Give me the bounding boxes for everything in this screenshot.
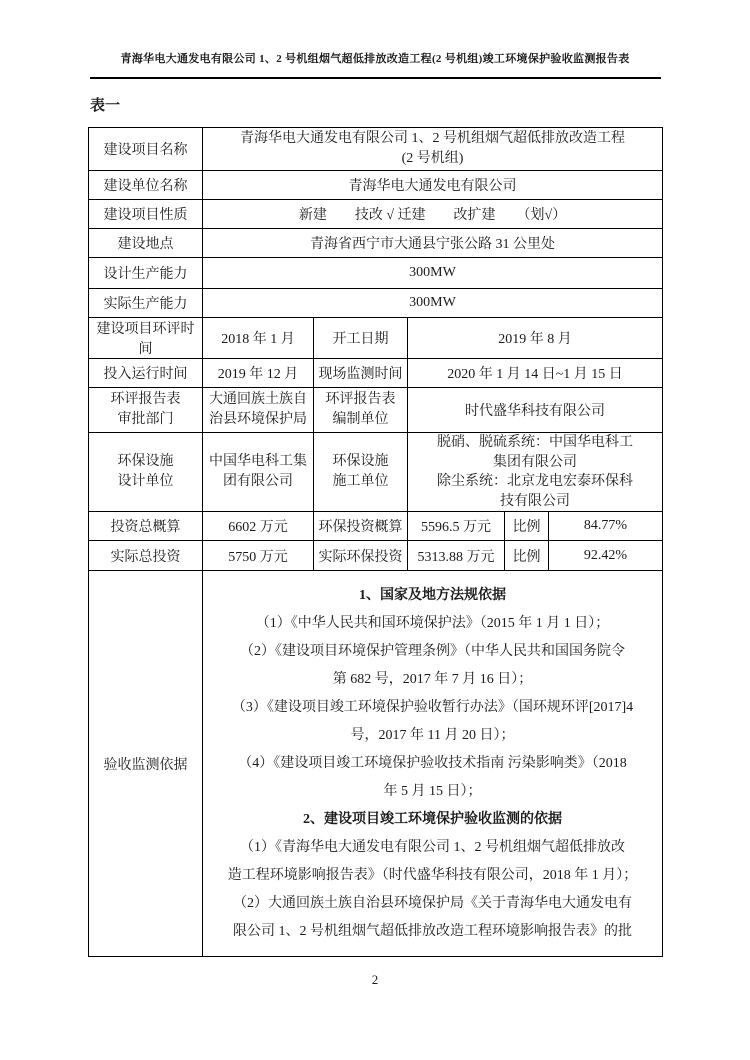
- actual-ratio-value: 92.42%: [549, 541, 663, 571]
- basis-line-6: 号，2017 年 11 月 20 日）；: [350, 727, 515, 743]
- actual-investment-label: 实际总投资: [89, 541, 203, 571]
- basis-line-8: 年 5 月 15 日）；: [383, 783, 482, 799]
- design-capacity-value: 300MW: [203, 258, 663, 289]
- ep-budget-value: 5596.5 万元: [408, 512, 505, 541]
- eia-compiler-value: 时代盛华科技有限公司: [408, 388, 663, 433]
- basis-line-11: 造工程环境影响报告表》（时代盛华科技有限公司，2018 年 1 月）；: [227, 867, 638, 883]
- actual-ratio-label: 比例: [505, 541, 549, 571]
- ep-construction-value-line1: 脱硝、脱硫系统：中国华电科工: [437, 435, 634, 450]
- basis-line-3: （2）《建设项目环境保护管理条例》（中华人民共和国国务院令: [240, 643, 626, 659]
- row-budget: [89, 512, 663, 541]
- ep-construction-value: [408, 433, 663, 512]
- row-ep-design: [89, 433, 663, 512]
- row-actual-capacity: [89, 289, 663, 318]
- eia-approval-label: [89, 388, 203, 433]
- project-name-label: 建设项目名称: [89, 128, 203, 171]
- project-name-line2: (2 号机组): [401, 151, 464, 166]
- actual-capacity-label: 实际生产能力: [89, 289, 203, 318]
- budget-ratio-value: 84.77%: [549, 512, 663, 541]
- budget-label: 投资总概算: [89, 512, 203, 541]
- eia-approval-value-line1: 大通回族土族自: [209, 392, 307, 407]
- design-capacity-label: 设计生产能力: [89, 258, 203, 289]
- table-caption: 表一: [90, 98, 121, 114]
- basis-line-4: 第 682 号，2017 年 7 月 16 日）；: [332, 671, 533, 687]
- row-builder-name: [89, 171, 663, 200]
- header-rule: [90, 77, 661, 79]
- monitoring-basis-label: 验收监测依据: [89, 571, 203, 957]
- basis-line-13: 限公司 1、2 号机组烟气超低排放改造工程环境影响报告表》的批: [233, 923, 633, 939]
- ep-design-label-line2: 设计单位: [117, 474, 174, 489]
- builder-name-value: 青海华电大通发电有限公司: [203, 171, 663, 200]
- ep-design-value-line1: 中国华电科工集: [209, 454, 307, 469]
- ep-design-label-line1: 环保设施: [117, 454, 174, 469]
- ep-construction-value-line2: 集团有限公司: [493, 454, 578, 470]
- document-header-title: 青海华电大通发电有限公司 1、2 号机组烟气超低排放改造工程(2 号机组)竣工环境保护验收监测报告表: [120, 53, 630, 65]
- ep-design-value: [203, 433, 314, 512]
- basis-line-7: （4）《建设项目竣工环境保护验收技术指南 污染影响类》（2018: [238, 755, 627, 771]
- basis-line-5: （3）《建设项目竣工环境保护验收暂行办法》（国环规环评[2017]4: [231, 699, 634, 715]
- eia-compiler-label-line2: 编制单位: [332, 412, 389, 427]
- project-nature-label: 建设项目性质: [89, 200, 203, 229]
- start-date-value: 2019 年 8 月: [408, 318, 663, 359]
- project-nature-value: 新建 技改 √ 迁建 改扩建 （划√）: [203, 200, 663, 229]
- eia-time-value: 2018 年 1 月: [203, 318, 314, 359]
- page-number: 2: [371, 972, 379, 987]
- ep-construction-label-line1: 环保设施: [332, 454, 389, 469]
- row-monitoring-basis: [89, 571, 663, 957]
- location-label: 建设地点: [89, 229, 203, 258]
- builder-name-label: 建设单位名称: [89, 171, 203, 200]
- actual-ep-investment-value: 5313.88 万元: [408, 541, 505, 571]
- basis-line-10: （1）《青海华电大通发电有限公司 1、2 号机组烟气超低排放改: [240, 839, 626, 855]
- budget-value: 6602 万元: [203, 512, 314, 541]
- ep-construction-label: [314, 433, 408, 512]
- row-actual-investment: [89, 541, 663, 571]
- monitoring-time-label: 现场监测时间: [314, 359, 408, 388]
- ep-construction-label-line2: 施工单位: [332, 474, 389, 489]
- eia-approval-value-line2: 治县环境保护局: [209, 412, 307, 427]
- row-project-nature: [89, 200, 663, 229]
- ep-budget-label: 环保投资概算: [314, 512, 408, 541]
- eia-approval-label-line2: 审批部门: [117, 412, 174, 427]
- location-value: 青海省西宁市大通县宁张公路 31 公里处: [203, 229, 663, 258]
- ep-design-label: [89, 433, 203, 512]
- actual-investment-value: 5750 万元: [203, 541, 314, 571]
- operation-time-label: 投入运行时间: [89, 359, 203, 388]
- row-eia-time: [89, 318, 663, 359]
- eia-time-label: 建设项目环评时间: [89, 318, 203, 359]
- monitoring-basis-content: [203, 571, 663, 957]
- basis-line-9: 2、建设项目竣工环境保护验收监测的依据: [303, 811, 563, 827]
- actual-ep-investment-label: 实际环保投资: [314, 541, 408, 571]
- ep-design-value-line2: 团有限公司: [223, 474, 293, 489]
- row-project-name: [89, 128, 663, 171]
- row-operation-time: [89, 359, 663, 388]
- eia-compiler-label: [314, 388, 408, 433]
- row-eia-approval: [89, 388, 663, 433]
- start-date-label: 开工日期: [314, 318, 408, 359]
- basis-line-1: 1、国家及地方法规依据: [359, 587, 507, 603]
- row-location: [89, 229, 663, 258]
- budget-ratio-label: 比例: [505, 512, 549, 541]
- report-table: [88, 127, 663, 957]
- eia-approval-value: [203, 388, 314, 433]
- actual-capacity-value: 300MW: [203, 289, 663, 318]
- ep-construction-value-line3: 除尘系统：北京龙电宏泰环保科: [437, 474, 634, 489]
- ep-construction-value-line4: 技有限公司: [500, 493, 571, 509]
- row-design-capacity: [89, 258, 663, 289]
- basis-line-12: （2）大通回族土族自治县环境保护局《关于青海华电大通发电有: [233, 895, 633, 911]
- project-name-line1: 青海华电大通发电有限公司 1、2 号机组烟气超低排放改造工程: [240, 131, 626, 146]
- monitoring-time-value: 2020 年 1 月 14 日~1 月 15 日: [408, 359, 663, 388]
- project-name-value: [203, 128, 663, 171]
- operation-time-value: 2019 年 12 月: [203, 359, 314, 388]
- eia-approval-label-line1: 环评报告表: [110, 392, 181, 407]
- eia-compiler-label-line1: 环评报告表: [325, 392, 396, 407]
- basis-line-2: （1）《中华人民共和国环境保护法》（2015 年 1 月 1 日）；: [255, 615, 610, 631]
